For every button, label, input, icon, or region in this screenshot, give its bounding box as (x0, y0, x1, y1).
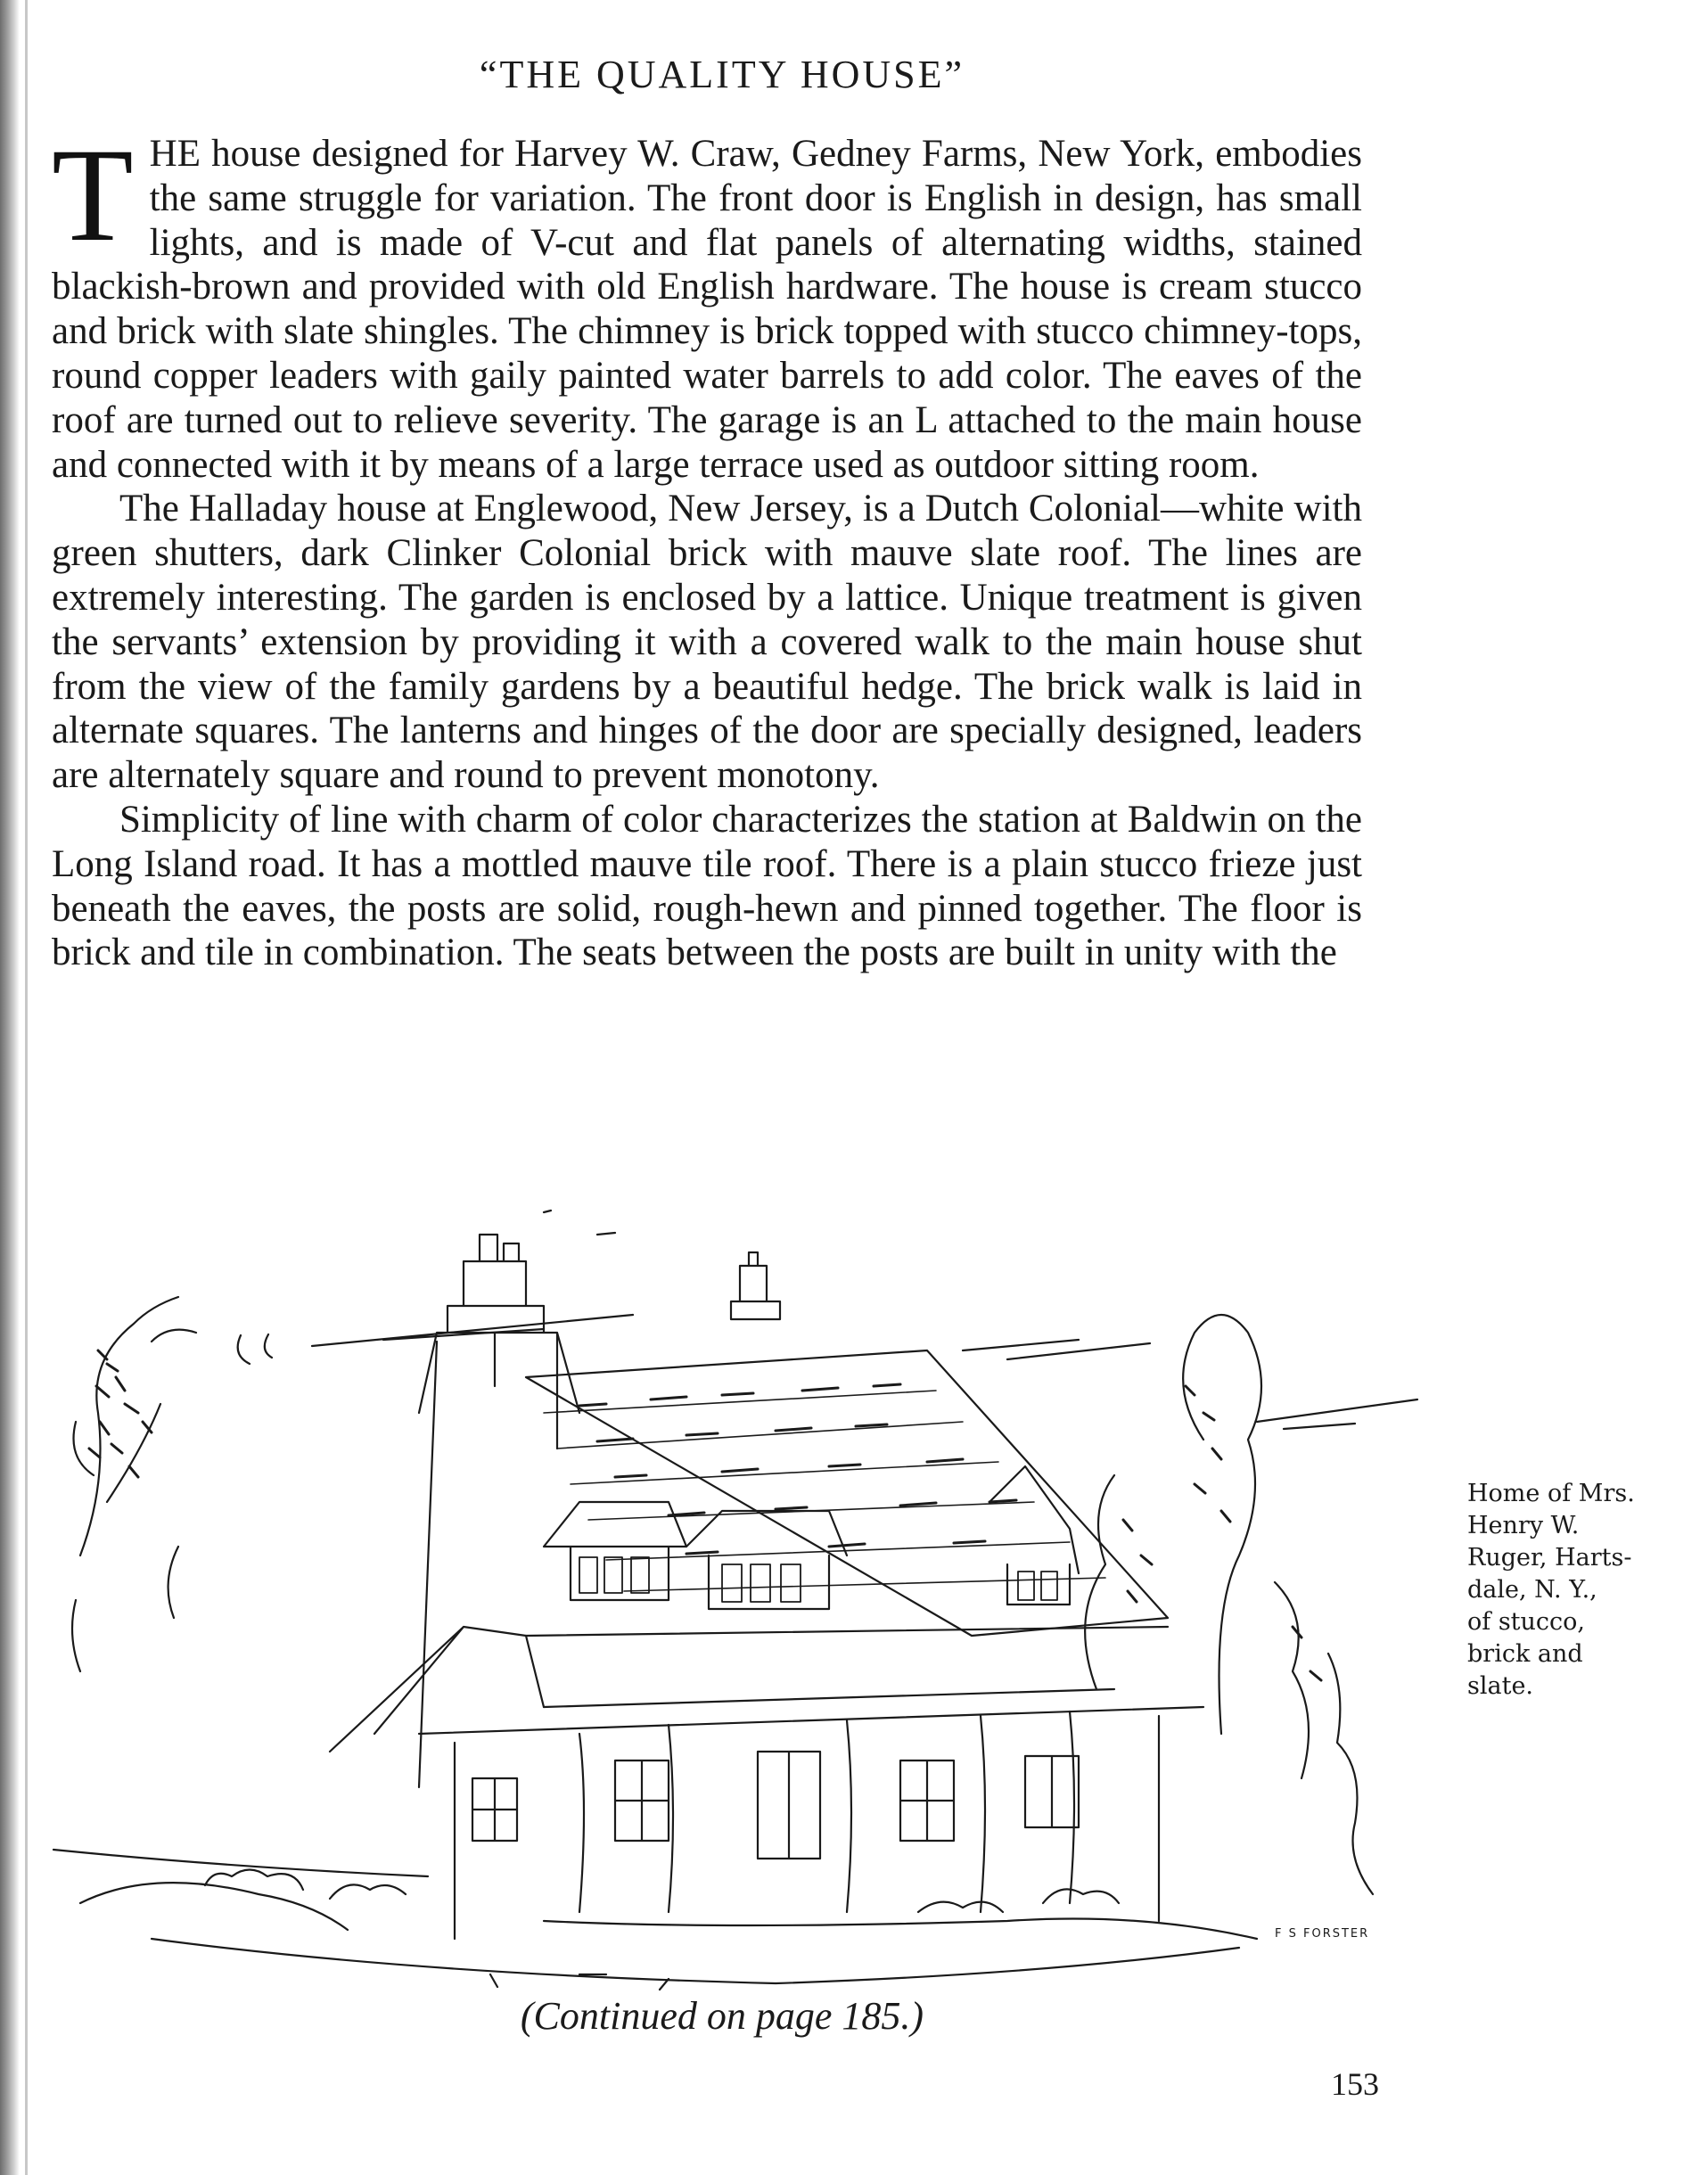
caption-line: dale, N. Y., (1467, 1576, 1597, 1604)
bird-marks (238, 1334, 272, 1364)
roof-shingle-courses (544, 1391, 1105, 1591)
paragraph-2: The Halladay house at Englewood, New Jersey, is a Dutch Colonial—white with green shutters, dark Clinker Colonial brick with mauve slate roof. The lines are extremely interesting. The garden is enclosed by a lattice. Unique treatment is given the servants’ extension by providing it with a covered walk to the main house shut from the view of the family gardens by a beautiful hedge. The brick walk is laid in alternate squares. The lanterns and hinges of the door are specially designed, leaders are alternately square and round to prevent monotony. (52, 488, 1362, 797)
dormer-windows (579, 1557, 1057, 1602)
caption-line: slate. (1467, 1672, 1533, 1700)
roof-shingle-texture (579, 1384, 1016, 1554)
drop-cap: T (52, 121, 134, 269)
page-gutter-line (25, 0, 28, 2175)
ground-floor-windows (472, 1752, 1079, 1859)
rear-chimney (731, 1252, 780, 1319)
house-walls (419, 1627, 1203, 1939)
sky-strokes (312, 1211, 1417, 1429)
paragraph-3: Simplicity of line with charm of color characterizes the station at Baldwin on the Long Island road. It has a mottled mauve tile roof. There is a plain stucco frieze just beneath the eaves, the posts are solid, rough-hewn and pinned together. The floor is brick and tile in combination. The seats between the posts are built in unity with the (52, 798, 1362, 974)
caption-line: Ruger, Harts- (1467, 1544, 1632, 1572)
running-head: “THE QUALITY HOUSE” (479, 53, 965, 96)
right-trees (1085, 1315, 1373, 1894)
caption-line: Home of Mrs. (1467, 1480, 1635, 1507)
artist-signature: F S FORSTER (1275, 1927, 1370, 1941)
page-number: 153 (1331, 2066, 1379, 2102)
left-tree (72, 1297, 196, 1671)
porch-posts (579, 1711, 1074, 1912)
page-gutter-shadow (0, 0, 20, 2175)
article-body (52, 121, 1362, 975)
paragraph-1 (52, 121, 1362, 487)
right-tree-foliage (1123, 1386, 1321, 1680)
center-dormer (686, 1511, 847, 1609)
ground-lines (53, 1850, 1257, 1990)
main-chimney-stack (419, 1333, 579, 1787)
main-chimney-top (448, 1235, 544, 1333)
figure-caption (1467, 1478, 1695, 1703)
caption-line: of stucco, (1467, 1608, 1586, 1636)
paragraph-1-text: HE house designed for Harvey W. Craw, Gedney Farms, New York, embodies the same struggle for variation. The front door is English in design, has small lights, and is made of V-cut and flat panels of alternating widths, stained blackish-brown and provided with old English hardware. The house is cream stucco and brick with slate shingles. The chimney is brick topped with stucco chimney-tops, round copper leaders with gaily painted water barrels to add color. The eaves of the roof are turned out to relieve severity. The garage is an L attached to the main house and connected with it by means of a large terrace used as outdoor sitting room. (52, 133, 1362, 486)
caption-line: Henry W. (1467, 1512, 1580, 1539)
house-illustration (45, 1208, 1435, 1992)
caption-line: brick and (1467, 1640, 1583, 1668)
continued-note: (Continued on page 185.) (520, 1994, 924, 2038)
